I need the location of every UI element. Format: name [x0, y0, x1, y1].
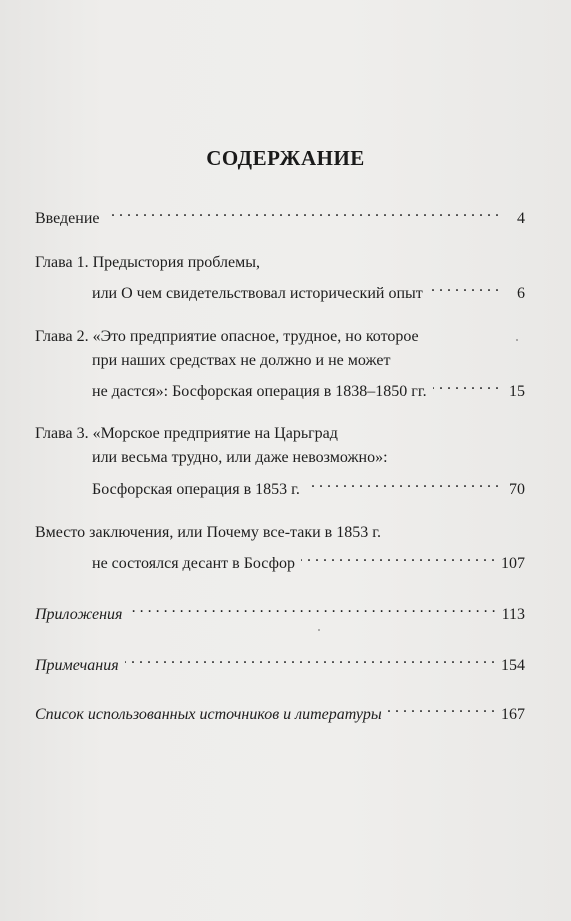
toc-entry-introduction[interactable] [35, 201, 525, 227]
toc-entry-chapter-1[interactable] [35, 252, 525, 274]
toc-page-number: 15 [509, 383, 525, 400]
dot-leader [429, 276, 499, 298]
toc-entry-title: Глава 1. Предыстория проблемы, [35, 254, 260, 271]
toc-entry-chapter-2-line-3[interactable] [92, 374, 525, 400]
toc-page-number: 70 [509, 481, 525, 498]
scan-speck [516, 339, 518, 341]
toc-entry-title: Примечания [35, 657, 119, 674]
dot-leader [125, 648, 495, 670]
toc-entry-title: Глава 3. «Морское предприятие на Царьград [35, 425, 338, 442]
toc-entry-title: Глава 2. «Это предприятие опасное, трудное, но которое [35, 328, 419, 345]
toc-entry-notes[interactable] [35, 648, 525, 674]
toc-entry-title: Приложения [35, 606, 123, 623]
toc-page-number: 167 [501, 706, 525, 723]
dot-leader [306, 472, 499, 494]
toc-page-number: 113 [501, 606, 525, 623]
toc-entry-subtitle: или О чем свидетельствовал исторический опыт [92, 285, 423, 302]
toc-entry-chapter-3[interactable] [35, 423, 525, 445]
toc-page-number: 4 [517, 210, 525, 227]
dot-leader [128, 597, 495, 619]
toc-entry-chapter-3-line-2[interactable] [92, 447, 525, 469]
toc-entry-subtitle: или весьма трудно, или даже невозможно»: [92, 449, 388, 466]
toc-entry-chapter-1-continued[interactable] [92, 276, 525, 302]
toc-entry-title: Вместо заключения, или Почему все-таки в 1853 г. [35, 524, 381, 541]
toc-entry-appendices[interactable] [35, 597, 525, 623]
toc-entry-subtitle: Босфорская операция в 1853 г. [92, 481, 300, 498]
toc-page-number: 154 [501, 657, 525, 674]
toc-entry-conclusion[interactable] [35, 522, 525, 544]
toc-entry-subtitle: не дастся»: Босфорская операция в 1838–1850 гг. [92, 383, 427, 400]
toc-entry-chapter-2-line-2[interactable] [92, 350, 525, 372]
dot-leader [301, 546, 495, 568]
toc-entry-subtitle: при наших средствах не должно и не может [92, 352, 391, 369]
toc-page-number: 107 [501, 555, 525, 572]
toc-entry-bibliography[interactable] [35, 697, 525, 723]
toc-entry-title: Список использованных источников и литературы [35, 706, 382, 723]
toc-entry-conclusion-continued[interactable] [92, 546, 525, 572]
dot-leader [433, 374, 499, 396]
dot-leader [106, 201, 500, 223]
page-title: СОДЕРЖАНИЕ [206, 146, 365, 170]
toc-entry-chapter-3-line-3[interactable] [92, 472, 525, 498]
dot-leader [388, 697, 495, 719]
scan-speck [318, 629, 320, 631]
toc-page-number: 6 [517, 285, 525, 302]
toc-entry-chapter-2[interactable] [35, 326, 525, 348]
toc-entry-title: Введение [35, 210, 100, 227]
toc-entry-subtitle: не состоялся десант в Босфор [92, 555, 295, 572]
